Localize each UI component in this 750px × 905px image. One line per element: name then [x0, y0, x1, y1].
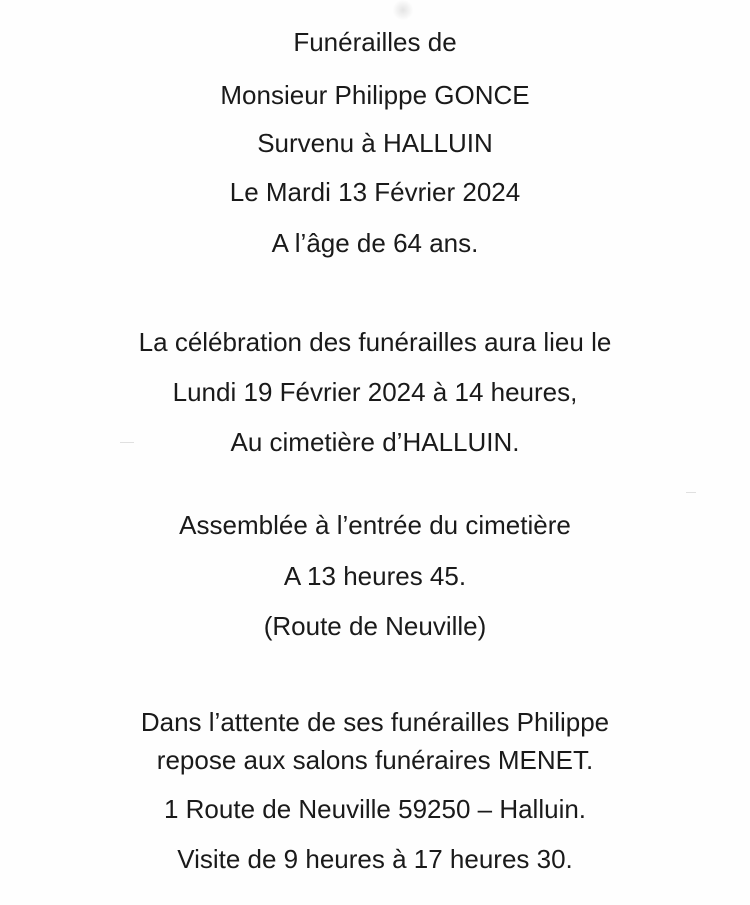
scan-speck	[686, 492, 696, 493]
assembly-line-road: (Route de Neuville)	[263, 611, 487, 641]
visitation-line-salon: repose aux salons funéraires MENET.	[156, 745, 594, 775]
ceremony-line-intro: La célébration des funérailles aura lieu le	[138, 327, 612, 357]
visitation-line-hours: Visite de 9 heures à 17 heures 30.	[177, 844, 573, 874]
header-line-name: Monsieur Philippe GONCE	[220, 80, 530, 110]
visitation-line-address: 1 Route de Neuville 59250 – Halluin.	[163, 794, 587, 824]
ceremony-line-location: Au cimetière d’HALLUIN.	[230, 427, 520, 457]
header-line-place: Survenu à HALLUIN	[257, 128, 493, 158]
visitation-line-intro: Dans l’attente de ses funérailles Philippe	[140, 707, 610, 737]
assembly-line-place: Assemblée à l’entrée du cimetière	[179, 510, 571, 540]
header-line-age: A l’âge de 64 ans.	[271, 228, 479, 258]
header-line-date: Le Mardi 13 Février 2024	[229, 177, 521, 207]
ceremony-line-datetime: Lundi 19 Février 2024 à 14 heures,	[172, 377, 578, 407]
header-line-funerailles: Funérailles de	[293, 27, 457, 57]
assembly-line-time: A 13 heures 45.	[283, 561, 467, 591]
scan-artifact	[392, 0, 414, 20]
